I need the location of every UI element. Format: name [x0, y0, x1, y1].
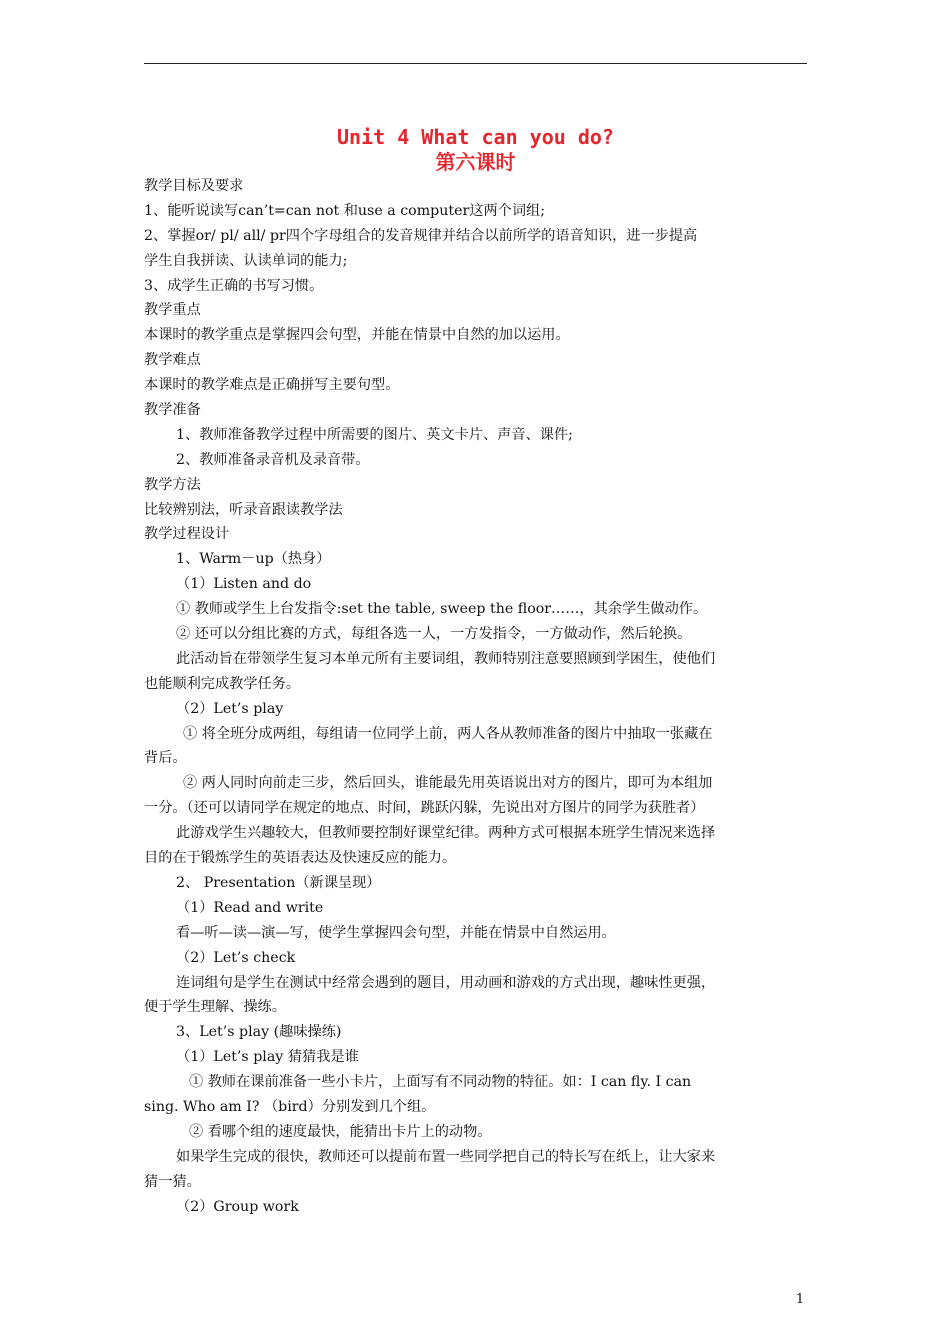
- lets-play-item-2-cont: 一分。（还可以请同学在规定的地点、时间，跳跃闪躲，先说出对方图片的同学为获胜者）: [144, 800, 705, 817]
- guess-note-cont: 猜一猜。: [144, 1173, 201, 1190]
- lets-play-item-1: ① 将全班分成两组，每组请一位同学上前，两人各从教师准备的图片中抽取一张藏在: [183, 725, 713, 742]
- difficulties-text: 本课时的教学难点是正确拼写主要句型。: [144, 377, 400, 394]
- key-points-text: 本课时的教学重点是掌握四会句型，并能在情景中自然的加以运用。: [144, 327, 570, 344]
- title-chinese: 第六课时: [435, 150, 516, 174]
- sub-guess-who: （1）Let’s play 猜猜我是谁: [176, 1049, 359, 1066]
- sub-listen-and-do: （1）Listen and do: [176, 576, 312, 593]
- lets-check-text-cont: 便于学生理解、操练。: [144, 999, 286, 1016]
- guess-item-1-cont: sing. Who am I? （bird）分别发到几个组。: [144, 1098, 436, 1115]
- step-warm-up: 1、Warm－up（热身）: [176, 551, 331, 568]
- game-note: 此游戏学生兴趣较大，但教师要控制好课堂纪律。两种方式可根据本班学生情况来选择: [176, 825, 716, 842]
- heading-difficulties: 教学难点: [144, 352, 201, 369]
- header-rule: [144, 63, 807, 64]
- page-number: 1: [795, 1292, 805, 1307]
- listen-do-item-2: ② 还可以分组比赛的方式，每组各选一人，一方发指令，一方做动作，然后轮换。: [176, 626, 692, 643]
- warm-up-note: 此活动旨在带领学生复习本单元所有主要词组，教师特别注意要照顾到学困生，使他们: [176, 650, 716, 667]
- warm-up-note-cont: 也能顺利完成教学任务。: [144, 675, 301, 692]
- read-write-text: 看—听—读—演—写，使学生掌握四会句型，并能在情景中自然运用。: [176, 924, 616, 941]
- preparation-2: 2、教师准备录音机及录音带。: [176, 451, 370, 468]
- objective-2: 2、掌握or/ pl/ all/ pr四个字母组合的发音规律并结合以前所学的语音知识，进一步提高: [144, 227, 698, 244]
- title-english: Unit 4 What can you do?: [337, 125, 614, 149]
- sub-group-work: （2）Group work: [176, 1198, 299, 1215]
- heading-preparation: 教学准备: [144, 402, 201, 419]
- heading-process: 教学过程设计: [144, 526, 230, 543]
- lets-check-text: 连词组句是学生在测试中经常会遇到的题目，用动画和游戏的方式出现，趣味性更强，: [176, 974, 716, 991]
- heading-methods: 教学方法: [144, 476, 201, 493]
- heading-key-points: 教学重点: [144, 302, 201, 319]
- preparation-1: 1、教师准备教学过程中所需要的图片、英文卡片、声音、课件;: [176, 426, 573, 443]
- sub-lets-check: （2）Let’s check: [176, 949, 296, 966]
- objective-3: 3、成学生正确的书写习惯。: [144, 277, 324, 294]
- lets-play-item-1-cont: 背后。: [144, 750, 187, 767]
- title-block: [144, 124, 807, 174]
- methods-text: 比较辨别法，听录音跟读教学法: [144, 501, 343, 518]
- step-presentation: 2、 Presentation（新课呈现）: [176, 874, 381, 891]
- step-lets-play: 3、Let’s play (趣味操练): [176, 1024, 342, 1041]
- guess-item-1: ① 教师在课前准备一些小卡片，上面写有不同动物的特征。如：I can fly. I can: [189, 1074, 692, 1091]
- document-body: [144, 174, 808, 1219]
- heading-objectives: 教学目标及要求: [144, 178, 244, 194]
- guess-note: 如果学生完成的很快，教师还可以提前布置一些同学把自己的特长写在纸上，让大家来: [176, 1148, 716, 1165]
- sub-lets-play: （2）Let’s play: [176, 700, 284, 717]
- game-note-cont: 目的在于锻炼学生的英语表达及快速反应的能力。: [144, 850, 457, 867]
- lets-play-item-2: ② 两人同时向前走三步，然后回头，谁能最先用英语说出对方的图片，即可为本组加: [183, 775, 713, 792]
- listen-do-item-1: ① 教师或学生上台发指令:set the table, sweep the floor……，其余学生做动作。: [176, 601, 708, 618]
- objective-1: 1、能听说读写can’t=can not 和use a computer这两个词组;: [144, 202, 545, 219]
- guess-item-2: ② 看哪个组的速度最快，能猜出卡片上的动物。: [189, 1123, 492, 1140]
- sub-read-and-write: （1）Read and write: [176, 899, 324, 916]
- objective-2-cont: 学生自我拼读、认读单词的能力;: [144, 252, 348, 269]
